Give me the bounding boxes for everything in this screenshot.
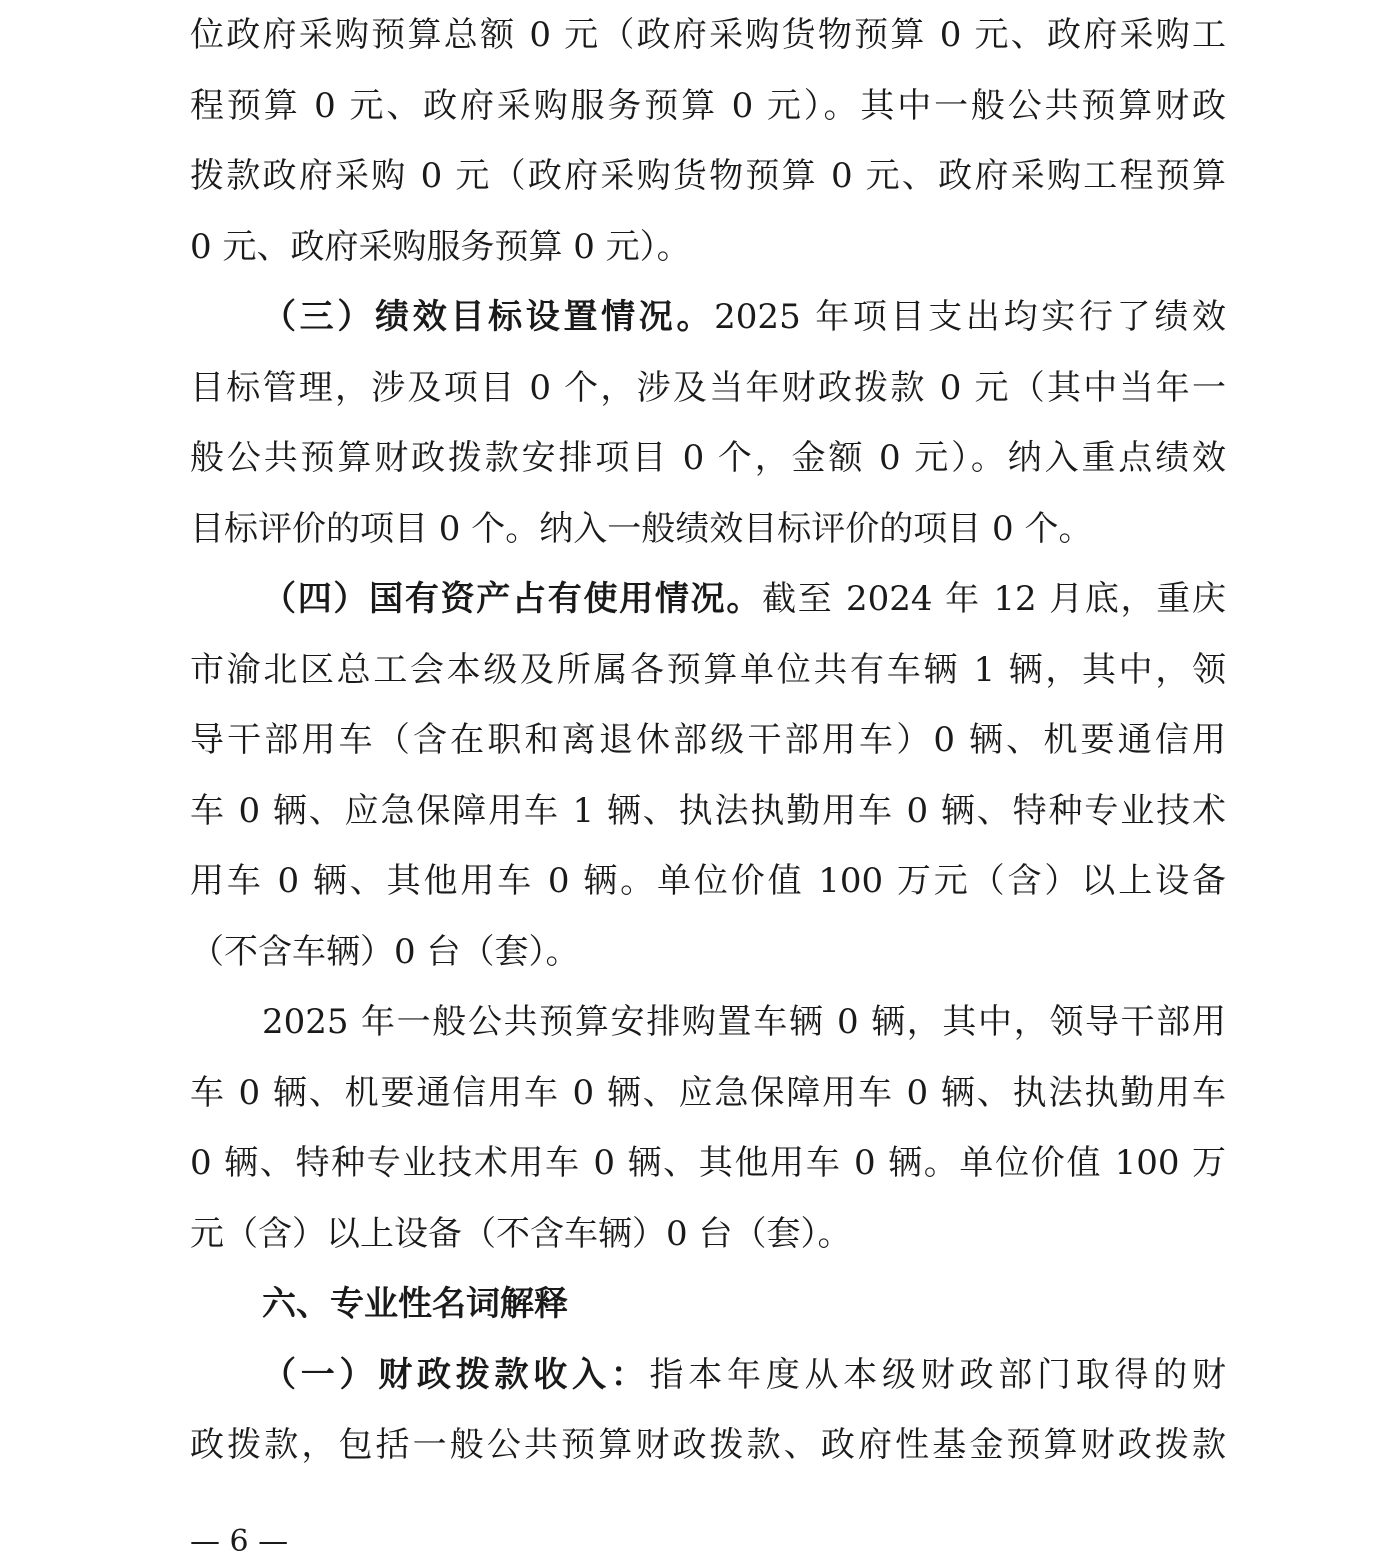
text-run: 2025 年项目支出均实行了绩效 <box>714 297 1226 337</box>
text-line: 政拨款，包括一般公共预算财政拨款、政府性基金预算财政拨款 <box>190 1425 1226 1465</box>
text-line <box>190 282 1226 353</box>
paragraph-vehicle-purchase <box>190 987 1226 1269</box>
text-line: （不含车辆）0 台（套）。 <box>190 931 580 972</box>
paragraph-state-assets <box>190 564 1226 987</box>
text-line: 0 辆、特种专业技术用车 0 辆、其他用车 0 辆。单位价值 100 万 <box>190 1143 1226 1183</box>
text-line: 0 元、政府采购服务预算 0 元）。 <box>190 226 691 267</box>
text-line: 车 0 辆、应急保障用车 1 辆、执法执勤用车 0 辆、特种专业技术 <box>190 790 1226 831</box>
paragraph-procurement-budget <box>190 0 1226 282</box>
text-line: 元（含）以上设备（不含车辆）0 台（套）。 <box>190 1213 852 1254</box>
inline-heading: （三）绩效目标设置情况。 <box>262 297 715 337</box>
text-line: 位政府采购预算总额 0 元（政府采购货物预算 0 元、政府采购工 <box>190 15 1226 55</box>
text-line: 车 0 辆、机要通信用车 0 辆、应急保障用车 0 辆、执法执勤用车 <box>190 1072 1226 1113</box>
text-line: 2025 年一般公共预算安排购置车辆 0 辆，其中，领导干部用 <box>262 1002 1226 1042</box>
text-line: 导干部用车（含在职和离退休部级干部用车）0 辆、机要通信用 <box>190 720 1226 760</box>
paragraph-fiscal-appropriation <box>190 1340 1226 1481</box>
text-run: 截至 2024 年 12 月底，重庆 <box>762 579 1226 619</box>
text-line: 用车 0 辆、其他用车 0 辆。单位价值 100 万元（含）以上设备 <box>190 861 1226 901</box>
text-line: 般公共预算财政拨款安排项目 0 个，金额 0 元）。纳入重点绩效 <box>190 438 1226 478</box>
inline-heading: （一）财政拨款收入： <box>262 1354 650 1395</box>
text-line: 拨款政府采购 0 元（政府采购货物预算 0 元、政府采购工程预算 <box>190 156 1226 196</box>
text-run: 指本年度从本级财政部门取得的财 <box>649 1354 1226 1395</box>
text-line: 目标评价的项目 0 个。纳入一般绩效目标评价的项目 0 个。 <box>190 508 1093 549</box>
paragraph-performance-targets <box>190 282 1226 564</box>
text-line: 市渝北区总工会本级及所属各预算单位共有车辆 1 辆，其中，领 <box>190 649 1226 690</box>
text-line <box>190 564 1226 635</box>
text-line <box>190 1340 1226 1411</box>
text-line: 程预算 0 元、政府采购服务预算 0 元）。其中一般公共预算财政 <box>190 85 1226 126</box>
inline-heading: （四）国有资产占有使用情况。 <box>262 579 763 619</box>
page-number: — 6 — <box>190 1524 289 1559</box>
document-page <box>190 0 1226 1481</box>
text-line: 目标管理，涉及项目 0 个，涉及当年财政拨款 0 元（其中当年一 <box>190 367 1226 408</box>
section-heading: 六、专业性名词解释 <box>262 1284 568 1324</box>
